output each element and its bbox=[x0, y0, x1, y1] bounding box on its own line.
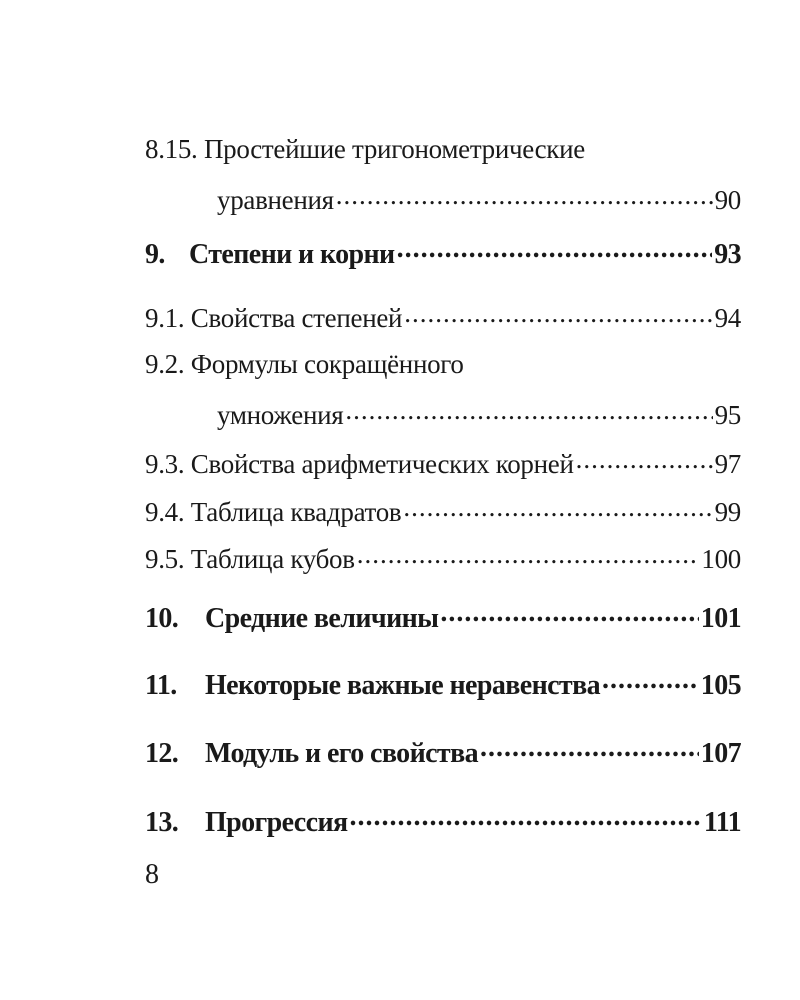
toc-chapter-title: Средние величины bbox=[205, 603, 439, 634]
toc-page-number: 94 bbox=[714, 303, 741, 333]
toc-page-number: 93 bbox=[714, 239, 741, 270]
toc-chapter-number: 11. bbox=[145, 670, 177, 701]
toc-entry-title: Таблица квадратов bbox=[190, 497, 402, 527]
toc-page-number: 97 bbox=[714, 449, 741, 479]
dot-leader bbox=[350, 803, 702, 831]
toc-entry-title: Таблица кубов bbox=[190, 544, 355, 574]
toc-entry-9-4[interactable] bbox=[145, 494, 741, 529]
toc-chapter-number: 9. bbox=[145, 239, 165, 270]
toc-page-number: 90 bbox=[714, 185, 741, 215]
toc-entry-title: Свойства степеней bbox=[190, 303, 403, 333]
toc-page-number: 111 bbox=[703, 807, 741, 838]
toc-entry-title: Формулы сокращённого bbox=[190, 349, 464, 379]
toc-chapter-10[interactable] bbox=[145, 599, 741, 636]
toc-entry-number: 9.3. bbox=[145, 449, 185, 479]
toc-page-number: 105 bbox=[700, 670, 741, 701]
dot-leader bbox=[480, 734, 699, 762]
toc-chapter-number: 10. bbox=[145, 603, 179, 634]
toc-chapter-title: Некоторые важные неравенства bbox=[205, 670, 601, 701]
toc-chapter-13[interactable] bbox=[145, 803, 741, 840]
toc-chapter-number: 12. bbox=[145, 738, 179, 769]
toc-entry-number: 8.15. bbox=[145, 134, 198, 164]
toc-entry-9-3[interactable] bbox=[145, 446, 741, 481]
toc-chapter-title: Степени и корни bbox=[189, 239, 395, 270]
toc-page-number: 100 bbox=[701, 544, 741, 574]
toc-chapter-number: 13. bbox=[145, 807, 179, 838]
dot-leader bbox=[397, 235, 713, 263]
toc-page-number: 101 bbox=[700, 603, 741, 634]
toc-page-number: 95 bbox=[714, 400, 741, 430]
dot-leader bbox=[440, 599, 698, 627]
toc-entry-title: Свойства арифметических корней bbox=[190, 449, 574, 479]
page-number: 8 bbox=[145, 859, 159, 890]
toc-chapter-title: Модуль и его свойства bbox=[205, 738, 479, 769]
toc-page-number: 107 bbox=[700, 738, 741, 769]
toc-entry-9-1[interactable] bbox=[145, 300, 741, 335]
toc-entry-9-5[interactable] bbox=[145, 541, 741, 576]
dot-leader bbox=[404, 300, 712, 327]
dot-leader bbox=[602, 666, 699, 694]
toc-page-number: 99 bbox=[714, 497, 741, 527]
toc-entry-8-15[interactable] bbox=[145, 132, 741, 217]
dot-leader bbox=[345, 397, 712, 424]
toc-chapter-title: Прогрессия bbox=[205, 807, 348, 838]
toc-entry-number: 9.5. bbox=[145, 544, 185, 574]
toc-entry-title-continued: уравнения bbox=[217, 185, 334, 215]
dot-leader bbox=[576, 446, 713, 473]
toc-chapter-12[interactable] bbox=[145, 734, 741, 771]
dot-leader bbox=[357, 541, 700, 568]
toc-entry-title: Простейшие тригонометрические bbox=[203, 134, 585, 164]
toc-entry-number: 9.2. bbox=[145, 349, 185, 379]
toc-chapter-9[interactable] bbox=[145, 235, 741, 272]
dot-leader bbox=[336, 182, 713, 209]
toc-entry-9-2[interactable] bbox=[145, 347, 741, 432]
toc-entry-title-continued: умножения bbox=[217, 400, 344, 430]
toc-chapter-11[interactable] bbox=[145, 666, 741, 703]
dot-leader bbox=[403, 494, 712, 521]
toc-entry-number: 9.1. bbox=[145, 303, 185, 333]
toc-entry-number: 9.4. bbox=[145, 497, 185, 527]
